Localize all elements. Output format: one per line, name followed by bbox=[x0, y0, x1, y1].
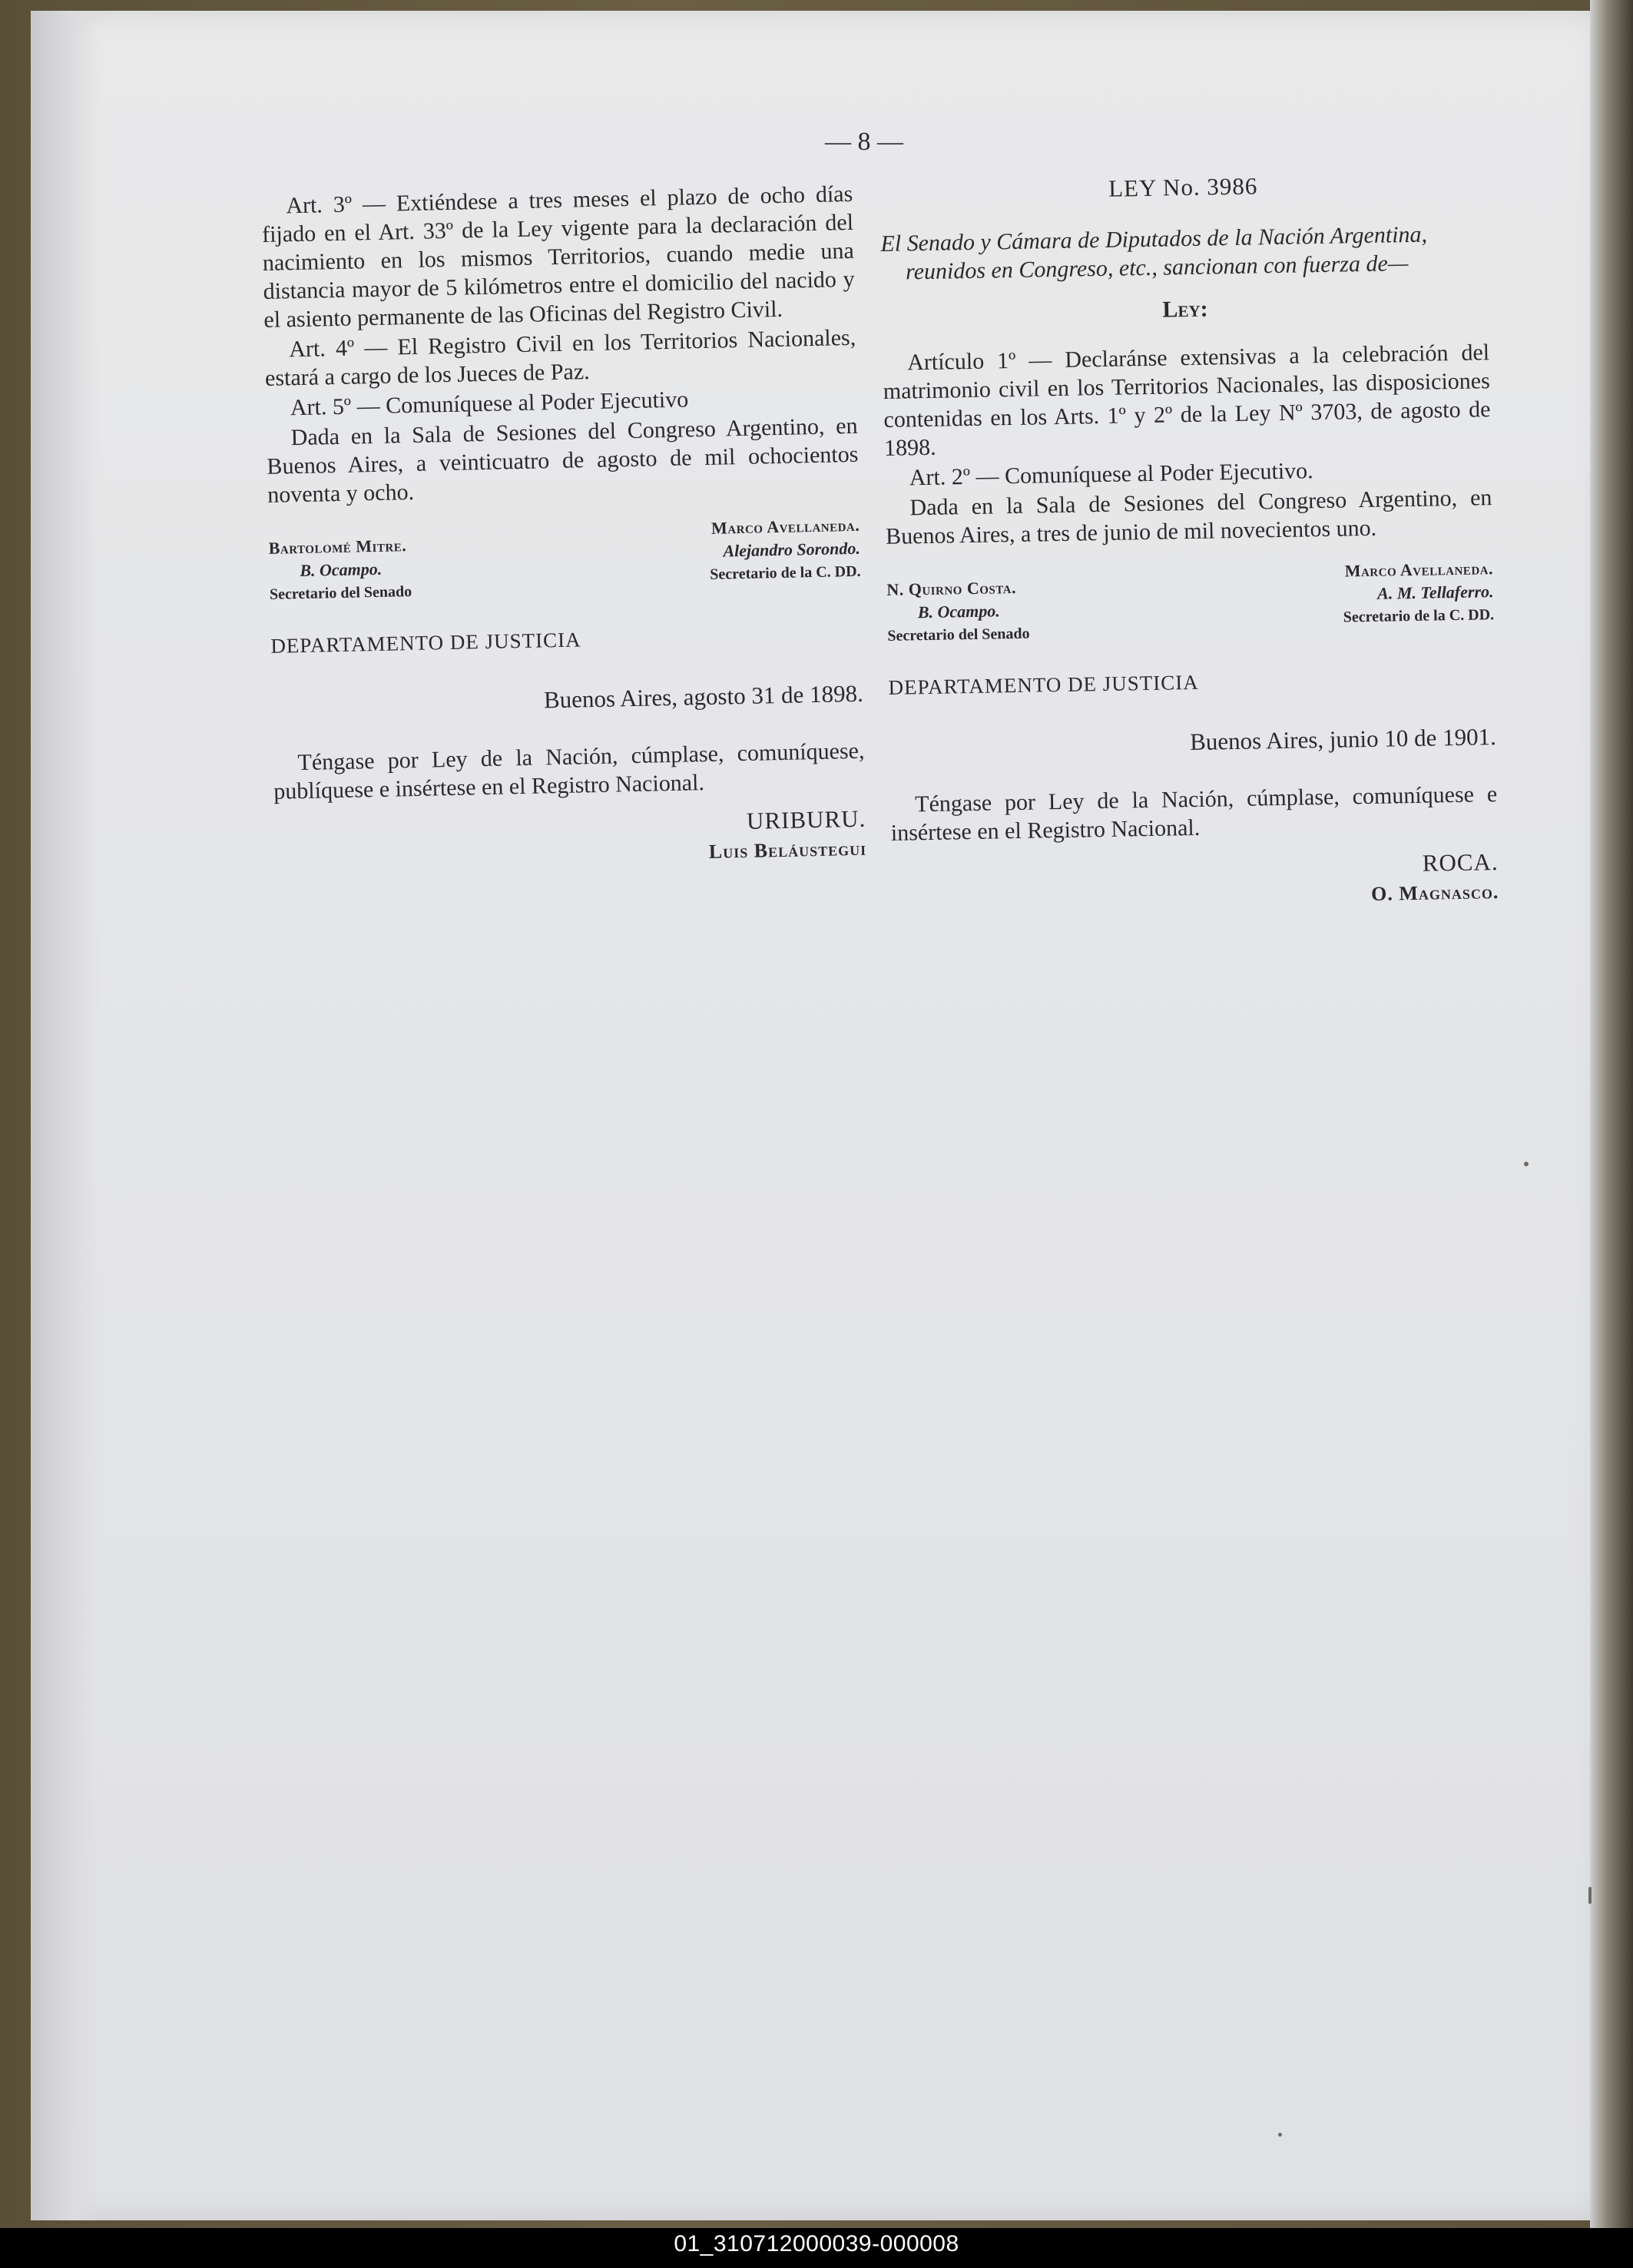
right-senate-secretary: B. Ocampo. bbox=[917, 601, 1001, 622]
left-signer-minister: Luis Beláustegui bbox=[708, 837, 867, 863]
right-article-1: Artículo 1º — Declaránse extensivas a la celebración del matrimonio civil en los Territorios Nacionales, las disposiciones contenidas en los Arts. 1º y 2º de la Ley Nº 3703, de agosto de 1898. bbox=[883, 340, 1491, 461]
page-number: — 8 — bbox=[825, 128, 903, 156]
left-senate-role: Secretario del Senado bbox=[269, 583, 412, 603]
right-senate-signature bbox=[886, 574, 1149, 648]
left-deputies-signature bbox=[598, 514, 861, 589]
left-deputies-secretary: Alejandro Sorondo. bbox=[723, 538, 861, 561]
right-date: Buenos Aires, junio 10 de 1901. bbox=[1189, 723, 1497, 756]
right-senate-role: Secretario del Senado bbox=[887, 625, 1030, 645]
left-article-4: Art. 4º — El Registro Civil en los Territorios Nacionales, estará a cargo de los Jueces de Paz. bbox=[264, 324, 856, 391]
left-senate-president: Bartolomé Mitre. bbox=[268, 536, 407, 558]
right-signatures bbox=[886, 557, 1495, 654]
left-deputies-president: Marco Avellaneda. bbox=[711, 515, 860, 538]
left-date: Buenos Aires, agosto 31 de 1898. bbox=[543, 679, 864, 714]
left-decree: Téngase por Ley de la Nación, cúmplase, comuníquese, publíquese e insértese en el Registro Nacional. bbox=[273, 738, 865, 804]
paper-speck bbox=[1278, 2133, 1282, 2137]
left-department: DEPARTAMENTO DE JUSTICIA bbox=[270, 628, 581, 658]
right-deputies-secretary: A. M. Tellaferro. bbox=[1376, 582, 1494, 603]
right-signer-minister: O. Magnasco. bbox=[1370, 880, 1499, 905]
left-article-3: Art. 3º — Extiéndese a tres meses el plazo de ocho días fijado en el Art. 33º de la Ley vigente para la declaración del nacimiento en los mismos Territorios, cuando medie una distancia mayor de 5 kilómetros entre el domicilio del nacido y el asiento permanente de las Oficinas del Registro Civil. bbox=[261, 181, 855, 333]
right-deputies-role: Secretario de la C. DD. bbox=[1343, 606, 1495, 626]
right-decree: Téngase por Ley de la Nación, cúmplase, comuníquese e insértese en el Registro Nacional. bbox=[890, 781, 1498, 846]
law-title: LEY No. 3986 bbox=[1108, 172, 1258, 202]
right-department: DEPARTAMENTO DE JUSTICIA bbox=[888, 670, 1200, 699]
left-deputies-role: Secretario de la C. DD. bbox=[710, 562, 861, 583]
left-article-5: Art. 5º — Comuníquese al Poder Ejecutivo bbox=[290, 386, 689, 421]
page-gutter-shadow bbox=[31, 11, 100, 2220]
left-senate-secretary: B. Ocampo. bbox=[300, 559, 383, 581]
left-signer-president: URIBURU. bbox=[746, 804, 866, 834]
left-dada-en: Dada en la Sala de Sesiones del Congreso Argentino, en Buenos Aires, a veinticuatro de agosto de mil ochocientos noventa y ocho. bbox=[267, 413, 859, 508]
paper-speck bbox=[1524, 1162, 1529, 1166]
paper-mark bbox=[1588, 1887, 1592, 1904]
right-dada-en: Dada en la Sala de Sesiones del Congreso Argentino, en Buenos Aires, a tres de junio de mil novecientos uno. bbox=[885, 485, 1492, 549]
right-deputies-signature bbox=[1232, 557, 1495, 631]
right-signer-president: ROCA. bbox=[1422, 848, 1499, 877]
right-deputies-president: Marco Avellaneda. bbox=[1344, 559, 1494, 581]
left-senate-signature bbox=[268, 532, 531, 606]
left-signatures bbox=[268, 514, 861, 612]
right-article-2: Art. 2º — Comuníquese al Poder Ejecutivo. bbox=[909, 458, 1313, 491]
right-column bbox=[879, 167, 1499, 917]
left-column bbox=[261, 180, 866, 875]
ley-label: Ley: bbox=[1162, 296, 1208, 323]
page-edge bbox=[1590, 0, 1633, 2228]
right-senate-president: N. Quirno Costa. bbox=[886, 577, 1017, 599]
law-preamble: El Senado y Cámara de Diputados de la Nación Argentina, reunidos en Congreso, etc., sancionan con fuerza de— bbox=[880, 221, 1428, 285]
scan-id: 01_310712000039-000008 bbox=[674, 2231, 959, 2256]
